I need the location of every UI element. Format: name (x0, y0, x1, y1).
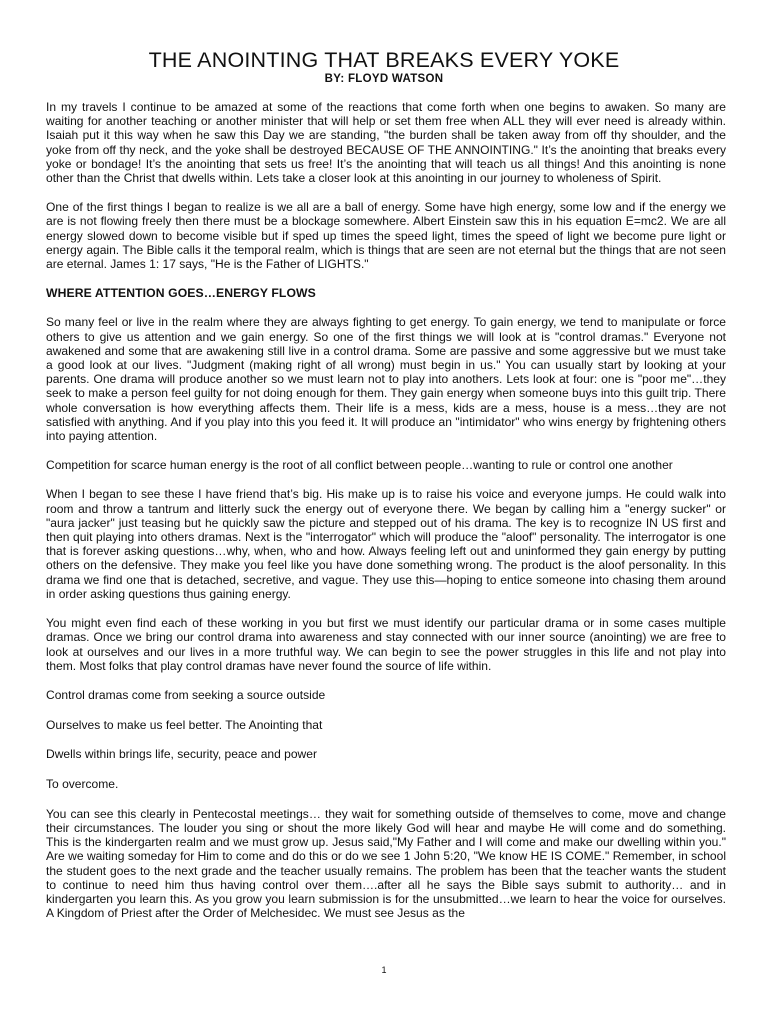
paragraph: Competition for scarce human energy is the root of all conflict between people…wanting to rule or control one another (46, 458, 673, 473)
paragraph: Ourselves to make us feel better. The Anointing that (46, 717, 323, 732)
paragraph: One of the first things I began to realize is we all are a ball of energy. Some have high energy, some low and if the energy we are is not flowing freely then there must be a blockage somewhere. Albert Einstein saw this in his equation E=mc2. We are all energy slowed down to become visible but if sped up times the speed light, times the speed of light we become pure light or energy again. The Bible calls it the temporal realm, which is things that are seen are not eternal but the things that are not seen are eternal. James 1: 17 says, "He is the Father of LIGHTS." (46, 200, 726, 272)
document-author: BY: FLOYD WATSON (324, 73, 444, 85)
paragraph: You can see this clearly in Pentecostal meetings… they wait for something outside of themselves to come, move and change their circumstances. The louder you sing or shout the more likely God will hear and maybe He will come and do something. This is the kindergarten realm and we must grow up. Jesus said,"My Father and I will come and make our dwelling within you." Are we waiting someday for Him to come and do this or do we see 1 John 5:20, "We know HE IS COME." Remember, in school the student goes to the next grade and the teacher usually remains. The problem has been that the teacher wants the student to continue to need him thus having control over them….after all he says the Bible says submit to authority… and in kindergarten you learn this. As you grow you learn submission is for the unsubmitted…we learn to hear the voice for ourselves. A Kingdom of Priest after the Order of Melchesidec. We must see Jesus as the (46, 806, 726, 921)
paragraph: Control dramas come from seeking a source outside (46, 687, 326, 702)
document-body (46, 100, 726, 920)
paragraph: So many feel or live in the realm where they are always fighting to get energy. To gain energy, we tend to manipulate or force others to give us attention and we gain energy. So one of the first things we will look at is "control dramas." Everyone not awakened and some that are awakening still live in a control drama. Some are passive and some aggressive but we must take a good look at our lives. "Judgment (making right of all wrong) must begin in us." You can usually start by looking at your parents. One drama will produce another so we must learn not to play into anothers. Lets look at four: one is "poor me"…they seek to make a person feel guilty for not doing enough for them. They gain energy when someone buys into this guilt trip. There whole conversation is how everything affects them. Their life is a mess, kids are a mess, house is a mess…they are not satisfied with anything. And if you play into this you feed it. It will produce an "intimidator" who wins energy by frightening others into paying attention. (46, 315, 726, 444)
paragraph: To overcome. (46, 777, 119, 792)
paragraph: Dwells within brings life, security, peace and power (46, 747, 317, 762)
paragraph: You might even find each of these working in you but first we must identify our particular drama or in some cases multiple dramas. Once we bring our control drama into awareness and stay connected with our inner source (anointing) we are free to look at ourselves and our lives in a more truthful way. We can begin to see the power struggles in this life and not play into them. Most folks that play control dramas have never found the source of life within. (46, 616, 726, 673)
section-heading: WHERE ATTENTION GOES…ENERGY FLOWS (46, 286, 316, 301)
paragraph: In my travels I continue to be amazed at some of the reactions that come forth when one begins to awaken. So many are waiting for another teaching or another minister that will help or set them free when ALL they will ever need is already within. Isaiah put it this way when he saw this Day we are standing, "the burden shall be taken away from off thy shoulder, and the yoke from off thy neck, and the yoke shall be destroyed BECAUSE OF THE ANNOINTING." It’s the anointing that breaks every yoke or bondage! It’s the anointing that sets us free! It’s the anointing that will teach us all things! And this anointing is none other than the Christ that dwells within. Lets take a closer look at this anointing in our journey to wholeness of Spirit. (46, 100, 726, 186)
document-title: THE ANOINTING THAT BREAKS EVERY YOKE (148, 48, 620, 72)
paragraph: When I began to see these I have friend that’s big. His make up is to raise his voice and everyone jumps. He could walk into room and throw a tantrum and litterly suck the energy out of everyone there. We began by calling him a "energy sucker" or "aura jacker" just teasing but he quickly saw the picture and stepped out of his drama. The key is to recognize IN US first and then quit playing into others dramas. Next is the "interrogator" which will produce the "aloof" personality. The interrogator is one that is forever asking questions…why, when, who and how. Always feeling left out and uninformed they gain energy by putting others on the defensive. They make you feel like you have done something wrong. The product is the aloof personality. In this drama we find one that is detached, secretive, and vague. They use this—hoping to entice someone into chasing them around in order asking questions thus gaining energy. (46, 487, 726, 601)
page-number: 1 (381, 965, 387, 975)
